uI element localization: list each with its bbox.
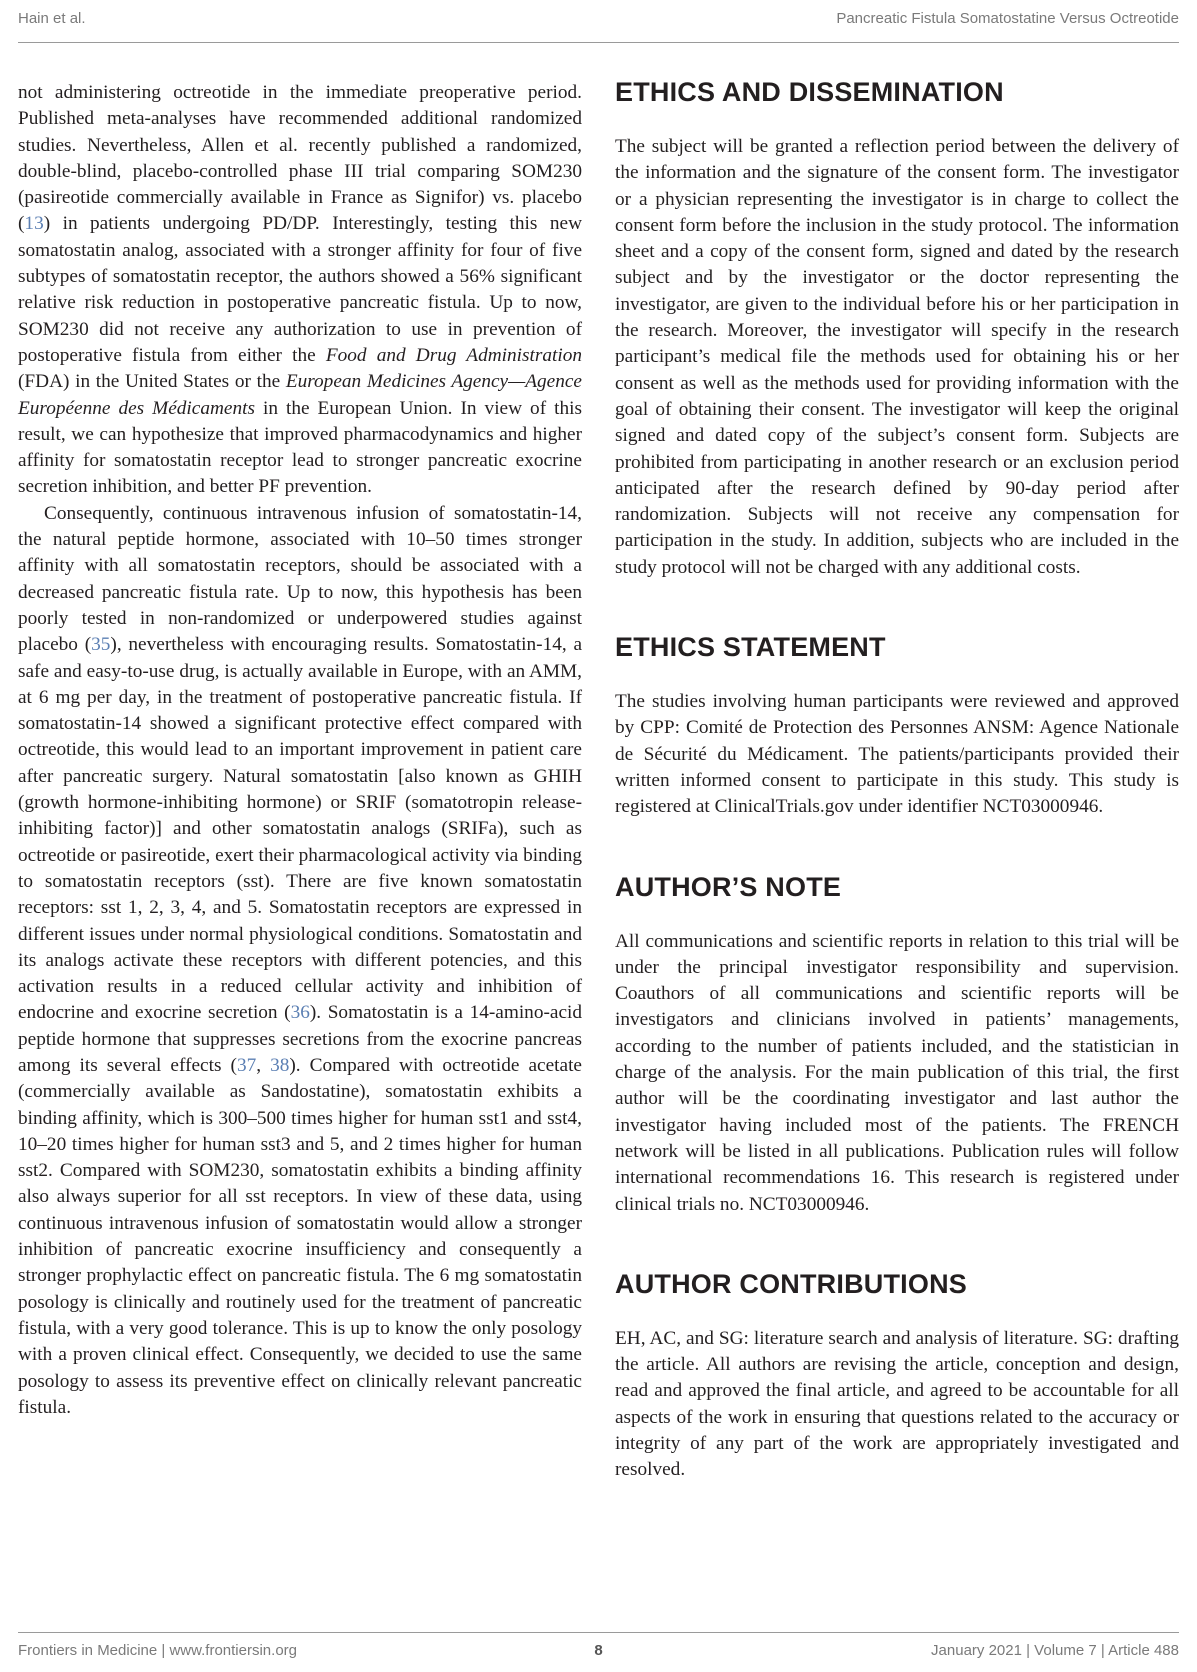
header-authors: Hain et al. — [18, 10, 86, 27]
citation-link[interactable]: 38 — [270, 1054, 290, 1076]
header-divider — [18, 42, 1179, 43]
right-column — [615, 77, 1179, 1484]
section-heading-authors-note: AUTHOR’S NOTE — [615, 871, 842, 902]
running-header — [18, 10, 1179, 34]
left-column — [18, 80, 582, 1421]
page-footer — [18, 1642, 1179, 1666]
citation-link[interactable]: 13 — [24, 213, 44, 235]
authors-note-text: All communications and scientific reports in relation to this trial will be under the principal investigator responsibility and supervision. Coauthors of all communications and scientific reports will be investigators and clinicians involved in patients’ managements, according to the number of patients included, and the statistician in charge of the analysis. For the main publication of this trial, the first author will be the coordinating investigator and last author the investigator having included most of the patients. The FRENCH network will be listed in all publications. Publication rules will follow international recommendations 16. This research is registered under clinical trials no. NCT03000946. — [615, 930, 1179, 1215]
ethics-dissemination-text: The subject will be granted a reflection period between the delivery of the information and the signature of the consent form. The investigator or a physician representing the investigator is in charge to collect the consent form before the inclusion in the study protocol. The information sheet and a copy of the consent form, signed and dated by the research subject and by the investigator or the doctor representing the investigator, are given to the individual before his or her participation in the research. Moreover, the investigator will specify in the research participant’s medical file the methods used for obtaining his or her consent as well as the methods used for providing information with the goal of obtaining their consent. The investigator will keep the original signed and dated copy of the subject’s consent form. Subjects are prohibited from participating in another research or an exclusion period anticipated after the research defined by 90-day period after randomization. Subjects will not receive any compensation for participation in the study. In addition, subjects who are included in the study protocol will not be charged with any additional costs. — [615, 136, 1179, 578]
ethics-statement-text: The studies involving human participants were reviewed and approved by CPP: Comité de Protection des Personnes ANSM: Agence Nationale de Sécurité du Médicament. The patients/participants provided their written informed consent to participate in this study. This study is registered at ClinicalTrials.gov under identifier NCT03000946. — [615, 691, 1179, 818]
footer-journal: Frontiers in Medicine | www.frontiersin.org — [18, 1642, 297, 1659]
page-number: 8 — [594, 1642, 603, 1659]
author-contributions-text: EH, AC, and SG: literature search and analysis of literature. SG: drafting the article. All authors are revising the article, conception and design, read and approved the final article, and agreed to be accountable for all aspects of the work in ensuring that questions related to the accuracy or integrity of any part of the work are appropriately investigated and resolved. — [615, 1327, 1179, 1481]
citation-link[interactable]: 36 — [290, 1002, 310, 1024]
citation-link[interactable]: 37 — [236, 1054, 257, 1076]
header-short-title: Pancreatic Fistula Somatostatine Versus Octreotide — [836, 10, 1179, 27]
section-heading-ethics-dissemination: ETHICS AND DISSEMINATION — [615, 77, 1004, 107]
footer-divider — [18, 1632, 1179, 1633]
section-heading-author-contributions: AUTHOR CONTRIBUTIONS — [615, 1268, 967, 1299]
citation-link[interactable]: 35 — [91, 634, 111, 656]
paragraph-2: Consequently, continuous intravenous infusion of somatostatin-14, the natural peptide hormone, associated with 10–50 times stronger affinity with all somatostatin receptors, should be associated with a decreased pancreatic fistula rate. Up to now, this hypothesis has been poorly tested in non-randomized or underpowered studies against placebo (35), nevertheless with encouraging results. Somatostatin-14, a safe and easy-to-use drug, is actually available in Europe, with an AMM, at 6 mg per day, in the treatment of postoperative pancreatic fistula. If somatostatin-14 showed a significant protective effect compared with octreotide, this would lead to an important improvement in patient care after pancreatic surgery. Natural somatostatin [also known as GHIH (growth hormone-inhibiting hormone) or SRIF (somatotropin release-inhibiting factor)] and other somatostatin analogs (SRIFa), such as octreotide or pasireotide, exert their pharmacological activity via binding to somatostatin receptors (sst). There are five known somatostatin receptors: sst 1, 2, 3, 4, and 5. Somatostatin receptors are expressed in different issues under normal physiological conditions. Somatostatin and its analogs activate these receptors with different potencies, and this activation results in a reduced cellular activity and inhibition of endocrine and exocrine secretion (36). Somatostatin is a 14-amino-acid peptide hormone that suppresses secretions from the exocrine pancreas among its several effects (37, 38). Compared with octreotide acetate (commercially available as Sandostatine), somatostatin exhibits a binding affinity, which is 300–500 times higher for human sst1 and sst4, 10–20 times higher for human sst3 and 5, and 2 times higher for human sst2. Compared with SOM230, somatostatin exhibits a binding affinity also always superior for all sst receptors. In view of these data, using continuous intravenous infusion of somatostatin would allow a stronger inhibition of pancreatic exocrine insufficiency and consequently a stronger prophylactic effect on pancreatic fistula. The 6 mg somatostatin posology is clinically and routinely used for the treatment of pancreatic fistula, with a very good tolerance. This is up to know the only posology with a proven clinical effect. Consequently, we decided to use the same posology to assess its preventive effect on clinically relevant pancreatic fistula. — [18, 502, 582, 1418]
paragraph-1: not administering octreotide in the immediate preoperative period. Published meta-analyses have recommended additional randomized studies. Nevertheless, Allen et al. recently published a randomized, double-blind, placebo-controlled phase III trial comparing SOM230 (pasireotide commercially available in France as Signifor) vs. placebo (13) in patients undergoing PD/DP. Interestingly, testing this new somatostatin analog, associated with a stronger affinity for four of five subtypes of somatostatin receptor, the authors showed a 56% significant relative risk reduction in postoperative pancreatic fistula. Up to now, SOM230 did not receive any authorization to use in prevention of postoperative fistula from either the Food and Drug Administration (FDA) in the United States or the European Medicines Agency—Agence Européenne des Médicaments in the European Union. In view of this result, we can hypothesize that improved pharmacodynamics and higher affinity for somatostatin receptor lead to stronger pancreatic exocrine secretion inhibition, and better PF prevention. — [18, 82, 582, 498]
footer-issue-info: January 2021 | Volume 7 | Article 488 — [931, 1642, 1179, 1659]
section-heading-ethics-statement: ETHICS STATEMENT — [615, 632, 886, 663]
